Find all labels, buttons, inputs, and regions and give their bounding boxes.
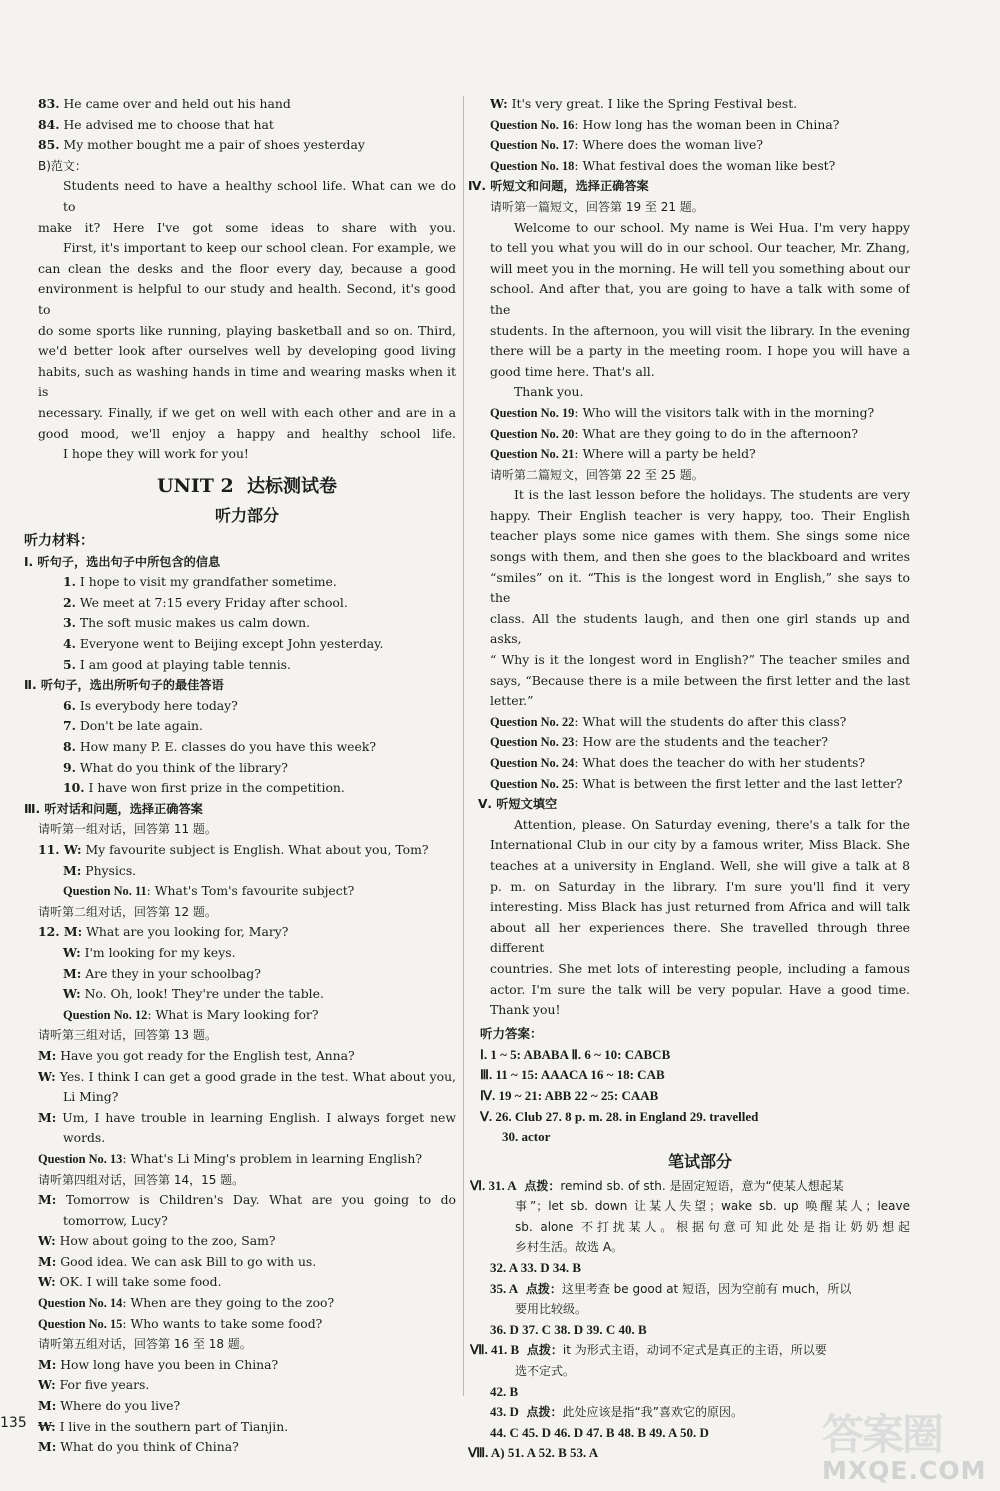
explanation-line: 事”；let sb. down 让某人失望；wake sb. up 唤醒某人；leave [515,1199,910,1214]
question-25: Question No. 25: What is between the first letter and the last letter? [490,775,903,791]
dialogue-4-intro: 请听第四组对话，回答第 14，15 题。 [38,1172,245,1187]
dialogue-3-intro: 请听第三组对话，回答第 13 题。 [38,1028,217,1043]
passage-3 [490,815,910,1000]
dialogue-line [38,1396,456,1417]
speaker: M: [38,1398,57,1414]
passage-3-last: Thank you! [490,1002,561,1018]
listening-answers [480,1045,910,1127]
item-text: He came over and held out his hand [59,96,291,111]
item-number: 6. [63,697,76,713]
speaker: M: [59,924,83,940]
item-text: He advised me to choose that hat [59,116,274,132]
paragraph-line: It is the last lesson before the holidays. The students are very [514,487,910,503]
paragraph-line: teacher plays some nice games with them. She sings some nice [490,528,910,544]
item-number: 7. [63,718,76,734]
paragraph-line: can clean the desks and the floor every day, because a good [38,260,456,276]
section-3-title: Ⅲ. 听对话和问题，选择正确答案 [24,801,203,816]
numbered-line [38,94,456,115]
passage-1-intro: 请听第一篇短文，回答第 19 至 21 题。 [490,199,704,214]
written-answer-31-more [490,1196,910,1237]
listening-materials-title: 听力材料： [24,532,94,549]
dialogue-text: Physics. [81,862,137,878]
question-19: Question No. 19: Who will the visitors talk with in the morning? [490,404,875,420]
paragraph-line: “ Why is it the longest word in English?” The teacher smiles and [490,652,910,668]
numbered-line [38,696,456,717]
written-answer-41-last: 选不定式。 [515,1364,576,1379]
written-answer-35: 35. A 点拨：这里考查 be good at 短语，因为空前有 much，所以 [490,1280,852,1296]
item-number: 8. [63,739,76,755]
left-column [24,94,456,1458]
question-23: Question No. 23: How are the students and the teacher? [490,734,828,750]
numbered-line [38,655,456,676]
dialogue-4 [38,1231,456,1293]
answer-line: Ⅳ. 19 ~ 21: ABB 22 ~ 25: CAAB [480,1087,659,1103]
paragraph-line: to tell you what you will do in our school. Our teacher, Mr. Zhang, [490,240,910,256]
item-number: 9. [63,759,76,775]
paragraph-line: International Club in our city by a famous writer, Miss Black. She [490,837,910,853]
dialogue-text: What are you looking for, Mary? [82,924,289,940]
answer-lines-83-85 [38,94,456,156]
item-text: Don't be late again. [75,718,203,734]
dialogue-line [38,943,456,964]
paragraph-line: actor. I'm sure the talk will be very popular. Have a good time. [490,981,910,997]
numbered-line [38,572,456,593]
section-5-title: Ⅴ. 听短文填空 [478,797,558,812]
item-number: 84. [38,116,60,132]
numbered-line [38,115,456,136]
dialogue-text: For five years. [55,1377,150,1393]
paragraph-line: First, it's important to keep our school clean. For example, we [63,240,456,256]
question-21: Question No. 21: Where will a party be held? [490,446,756,462]
dialogue-text: How about going to the zoo, Sam? [55,1233,276,1249]
item-text: The soft music makes us calm down. [75,615,311,631]
dialogue-text: What do you think of China? [56,1439,239,1455]
listening-part-title: 听力部分 [214,505,279,525]
dialogue-line [38,861,456,882]
dialogue-5 [38,1355,456,1458]
numbered-line [38,758,456,779]
dialogue-text: I live in the southern part of Tianjin. [55,1418,289,1434]
question-14: Question No. 14: When are they going to the zoo? [38,1295,335,1311]
numbered-line [38,634,456,655]
numbered-line [38,613,456,634]
item-number: 4. [63,636,76,652]
written-answer-35-last: 要用比较级。 [515,1302,588,1317]
passage-1 [490,218,910,362]
dialogue-1-intro: 请听第一组对话，回答第 11 题。 [38,822,217,837]
listening-answers-title: 听力答案： [480,1025,543,1041]
question-24: Question No. 24: What does the teacher do with her students? [490,755,866,770]
page-number: 135 [0,1415,27,1431]
paragraph-line: Students need to have a healthy school life. What can we do to [63,178,456,214]
item-number: 83. [38,96,60,111]
paragraph-line: teaches at a university in England. Well, she will give a talk at 8 [490,857,910,873]
paragraph-line: school. And after that, you are going to have a talk with some of the [490,281,910,317]
dialogue-text: I'm looking for my keys. [80,944,236,960]
speaker: M: [63,862,82,878]
written-answer-31-last: 乡村生活。故选 A。 [515,1240,624,1255]
section-4-title: Ⅳ. 听短文和问题，选择正确答案 [468,179,649,194]
passage-2-last: letter.” [490,693,534,709]
item-text: What do you think of the library? [75,759,288,775]
item-text: I hope to visit my grandfather sometime. [75,574,337,590]
item-text: We meet at 7:15 every Friday after school. [75,594,348,610]
unit-title-en: UNIT 2 [156,474,234,497]
column-divider [463,96,464,1396]
dialogue-5-intro: 请听第五组对话，回答第 16 至 18 题。 [38,1337,252,1352]
listening-answers-last: 30. actor [502,1129,551,1145]
dialogue-line [38,984,456,1005]
unit-title [38,471,456,502]
dialogue-line [38,922,456,943]
paragraph-line: good mood, we'll enjoy a happy and healthy school life. [38,425,456,441]
paragraph-line: songs with them, and then she goes to the blackboard and writes [490,549,910,565]
right-column [468,94,910,1464]
section-2-title: Ⅱ. 听句子，选出所听句子的最佳答语 [24,678,224,693]
dialogue-5-last-line: W: It's very great. I like the Spring Festival best. [490,96,798,111]
paragraph-line: “smiles” on it. “This is the longest word in English,” she says to the [490,569,910,606]
question-11: Question No. 11: What's Tom's favourite subject? [63,883,355,899]
dialogue-line [38,1437,456,1458]
section-2-items [38,696,456,799]
paragraph-line: there will be a party in the meeting room. I hope you will have a [490,343,910,359]
question-15: Question No. 15: Who wants to take some food? [38,1315,323,1331]
dialogue-line [38,1252,456,1273]
dialogue-1 [38,840,456,881]
written-answers-44-50: 44. C 45. D 46. D 47. B 48. B 49. A 50. D [490,1424,709,1440]
item-number: 1. [63,574,76,590]
speaker: W: [38,1233,56,1249]
item-text: Everyone went to Beijing except John yesterday. [75,636,384,652]
unit-title-cn: 达标测试卷 [247,475,338,497]
dialogue-3-line-2b: Li Ming? [63,1089,119,1105]
passage-2 [490,485,910,691]
answer-line: Ⅰ. 1 ~ 5: ABABA Ⅱ. 6 ~ 10: CABCB [480,1046,671,1062]
numbered-line [38,593,456,614]
written-answer-43: 43. D 点拨：此处应该是指“我”喜欢它的原因。 [490,1404,743,1420]
item-number: 12. [38,924,60,940]
question-13: Question No. 13: What's Li Ming's problem in learning English? [38,1150,423,1166]
paragraph-line: p. m. on Saturday in the library. I'm sure you'll find it very [490,878,910,894]
dialogue-text: Where do you live? [56,1398,181,1414]
dialogue-line [38,1272,456,1293]
watermark-url: MXQE.COM [822,1456,987,1485]
dialogue-text: No. Oh, look! They're under the table. [80,986,324,1002]
passage-1-last: good time here. That's all. [490,363,655,379]
speaker: W: [38,1377,56,1393]
dialogue-text: My favourite subject is English. What about you, Tom? [81,842,429,857]
paragraph-line: interesting. Miss Black has just returned from Africa and will talk [490,899,910,915]
watermark-logo: 答案圈 [822,1410,943,1459]
paragraph-line: will meet you in the morning. He will tell you something about our [490,260,910,276]
question-12: Question No. 12: What is Mary looking for? [63,1006,319,1022]
written-answers-51-53: Ⅷ. A) 51. A 52. B 53. A [468,1445,599,1461]
dialogue-2-intro: 请听第二组对话，回答第 12 题。 [38,904,217,919]
numbered-line [38,716,456,737]
question-20: Question No. 20: What are they going to do in the afternoon? [490,425,859,441]
essay-label: B)范文： [38,158,87,173]
dialogue-line [38,1375,456,1396]
item-number: 85. [38,137,60,153]
dialogue-3-line-3: M: Um, I have trouble in learning English. I always forget new [38,1109,456,1125]
item-text: I am good at playing table tennis. [75,656,291,672]
paragraph-line: about all her experiences there. She travelled through three different [490,919,910,956]
speaker: M: [38,1253,57,1269]
dialogue-line [38,1417,456,1438]
paragraph-line: Welcome to our school. My name is Wei Hua. I'm very happy [514,219,910,235]
dialogue-2 [38,922,456,1004]
item-number: 11. [38,842,60,857]
paragraph-line: class. All the students laugh, and then one girl stands up and asks, [490,610,910,647]
item-number: 2. [63,594,76,610]
paragraph-line: do some sports like running, playing basketball and so on. Third, [38,322,456,338]
numbered-line [38,135,456,156]
paragraph-line: environment is helpful to our study and health. Second, it's good to [38,281,456,317]
paragraph-line: we'd better look after ourselves well by developing good living [38,343,456,359]
dialogue-text: Are they in your schoolbag? [81,965,261,981]
speaker: M: [63,965,82,981]
dialogue-4-line-1: M: Tomorrow is Children's Day. What are you going to do [38,1192,456,1208]
speaker: W: [38,1274,56,1290]
written-answer-41: Ⅶ. 41. B 点拨：it 为形式主语，动词不定式是真正的主语，所以要 [470,1342,827,1358]
dialogue-4-line-1b: tomorrow, Lucy? [63,1212,168,1228]
dialogue-3-line-3b: words. [63,1130,106,1146]
speaker: W: [63,986,81,1002]
paragraph-line: says, “Because there is a mile between the first letter and the last [490,672,910,688]
paragraph-line: happy. Their English teacher is very happy, too. Their English [490,507,910,523]
page-number-dash [38,1425,54,1426]
numbered-line [38,737,456,758]
question-16: Question No. 16: How long has the woman been in China? [490,116,840,132]
essay-paragraph-2 [38,238,456,444]
section-1-title: Ⅰ. 听句子，选出句子中所包含的信息 [24,554,221,569]
dialogue-text: How long have you been in China? [56,1356,279,1372]
passage-1-thanks: Thank you. [514,384,584,400]
answer-line: Ⅴ. 26. Club 27. 8 p. m. 28. in England 29. travelled [480,1108,759,1124]
speaker: M: [38,1439,57,1455]
dialogue-text: Good idea. We can ask Bill to go with us. [56,1253,317,1269]
dialogue-line [38,964,456,985]
paragraph-line: countries. She met lots of interesting people, including a famous [490,960,910,976]
dialogue-3-line-2: W: Yes. I think I can get a good grade in the test. What about you, [38,1068,456,1084]
explanation-line: sb. alone 不打扰某人。根据句意可知此处是指让奶奶想起 [515,1219,910,1234]
dialogue-text: OK. I will take some food. [55,1274,222,1290]
speaker: W: [63,944,81,960]
paragraph-line: habits, such as washing hands in time and wearing masks when it is [38,363,456,400]
item-text: I have won first prize in the competition. [84,780,345,796]
speaker: W: [38,1418,56,1434]
paragraph-line: necessary. Finally, if we get on well with each other and are in a [38,404,456,420]
dialogue-3-line-1: M: Have you got ready for the English test, Anna? [38,1047,355,1063]
written-part-title: 笔试部分 [667,1151,732,1171]
question-17: Question No. 17: Where does the woman live? [490,137,763,153]
written-answer-42: 42. B [490,1383,519,1399]
question-18: Question No. 18: What festival does the woman like best? [490,157,836,173]
written-answers-32-34: 32. A 33. D 34. B [490,1260,582,1276]
question-22: Question No. 22: What will the students do after this class? [490,713,847,729]
dialogue-line [38,1231,456,1252]
answer-line: Ⅲ. 11 ~ 15: AAACA 16 ~ 18: CAB [480,1067,665,1083]
essay-paragraph-3: I hope they will work for you! [63,446,249,462]
item-number: 10. [63,780,85,796]
written-answer-31: Ⅵ. 31. A 点拨：remind sb. of sth. 是固定短语，意为“使某人想起某 [470,1177,844,1193]
paragraph-line: students. In the afternoon, you will visit the library. In the evening [490,322,910,338]
speaker: W: [59,842,82,857]
speaker: M: [38,1356,57,1372]
item-text: How many P. E. classes do you have this week? [75,739,376,755]
paragraph-line: make it? Here I've got some ideas to share with you. [38,219,456,235]
written-answers-36-40: 36. D 37. C 38. D 39. C 40. B [490,1321,647,1337]
item-text: Is everybody here today? [75,697,238,713]
paragraph-line: Attention, please. On Saturday evening, there's a talk for the [514,816,910,832]
passage-2-intro: 请听第二篇短文，回答第 22 至 25 题。 [490,467,704,482]
item-number: 3. [63,615,76,631]
dialogue-line [38,1355,456,1376]
essay-paragraph-1 [38,176,456,238]
numbered-line [38,778,456,799]
section-1-items [38,572,456,675]
dialogue-line [38,840,456,861]
item-number: 5. [63,656,76,672]
item-text: My mother bought me a pair of shoes yesterday [59,137,365,153]
